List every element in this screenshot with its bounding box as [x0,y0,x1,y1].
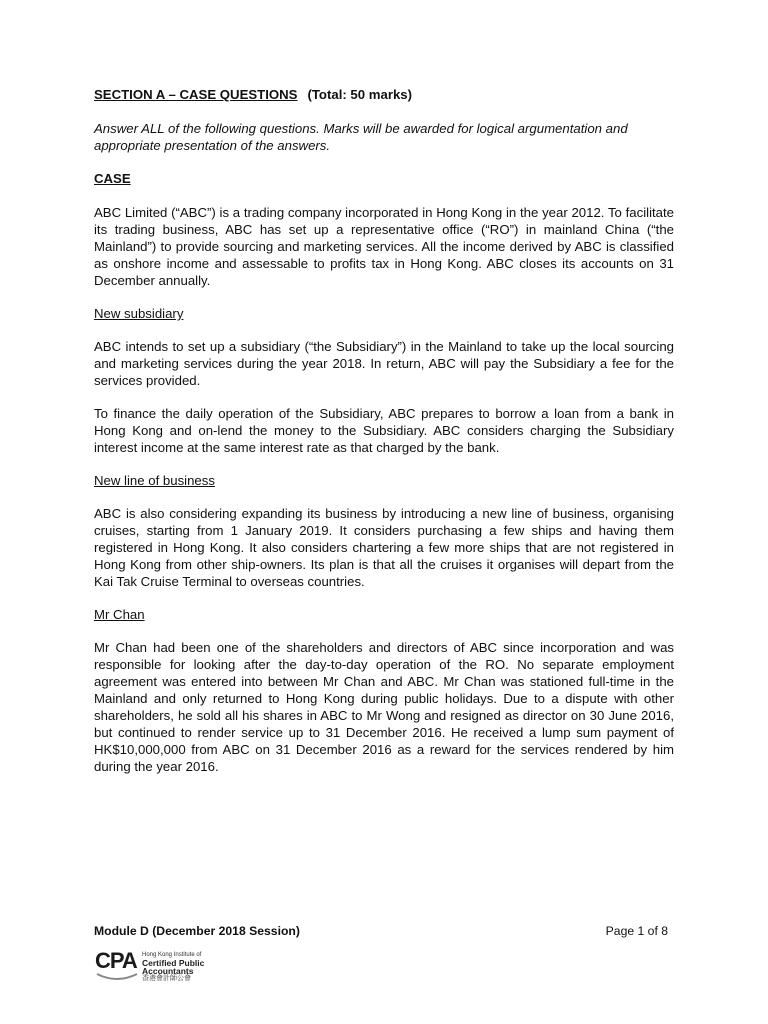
case-heading: CASE [94,171,131,186]
logo-text [142,951,245,983]
subsidiary-heading: New subsidiary [94,306,184,321]
logo-line-2: Certified Public Accountants [142,958,205,976]
logo-line-3: 香港會計師公會 [142,975,191,982]
section-marks: (Total: 50 marks) [307,87,413,102]
logo-mark: CPA [95,948,137,973]
logo-swoosh-icon [95,972,139,982]
mr-chan-heading: Mr Chan [94,607,145,622]
case-paragraph: ABC Limited (“ABC”) is a trading company incorporated in Hong Kong in the year 2012. To facilitate its trading business, ABC has set up a representative office (“RO”) in mainland China (“the Mainland”) to provide sourcing and marketing services. All the income derived by ABC is classified as onshore income and assessable to profits tax in Hong Kong. ABC closes its accounts on 31 December annually. [94,205,674,288]
business-paragraph: ABC is also considering expanding its business by introducing a new line of business, organising cruises, starting from 1 January 2019. It considers purchasing a few ships and having them registered in Hong Kong. It also considers chartering a few more ships that are not registered in Hong Kong from other ship-owners. Its plan is that all the cruises it organises will depart from the Kai Tak Cruise Terminal to overseas countries. [94,506,674,589]
logo-line-1: Hong Kong Institute of [142,952,202,958]
module-label: Module D (December 2018 Session) [94,924,300,938]
page-number: Page 1 of 8 [605,924,668,938]
instructions: Answer ALL of the following questions. Marks will be awarded for logical argumentation and appropriate presentation of the answers. [94,121,628,153]
subsidiary-paragraph-2: To finance the daily operation of the Subsidiary, ABC prepares to borrow a loan from a bank in Hong Kong and on-lend the money to the Subsidiary. ABC considers charging the Subsidiary interest income at the same interest rate as that charged by the bank. [94,406,674,455]
mr-chan-paragraph: Mr Chan had been one of the shareholders and directors of ABC since incorporation and was responsible for looking after the day-to-day operation of the RO. No separate employment agreement was entered into between Mr Chan and ABC. Mr Chan was stationed full-time in the Mainland and only returned to Hong Kong during public holidays. Due to a dispute with other shareholders, he sold all his shares in ABC to Mr Wong and resigned as director on 30 June 2016, but continued to render service up to 31 December 2016. He received a lump sum payment of HK$10,000,000 from ABC on 31 December 2016 as a reward for the services rendered by him during the year 2016. [94,640,674,774]
document-body [94,86,674,791]
section-title: SECTION A – CASE QUESTIONS [94,87,298,102]
business-heading: New line of business [94,473,215,488]
hkicpa-logo [95,948,245,982]
section-heading [94,86,674,104]
subsidiary-paragraph-1: ABC intends to set up a subsidiary (“the Subsidiary”) in the Mainland to take up the local sourcing and marketing services during the year 2018. In return, ABC will pay the Subsidiary a fee for the services provided. [94,339,674,388]
